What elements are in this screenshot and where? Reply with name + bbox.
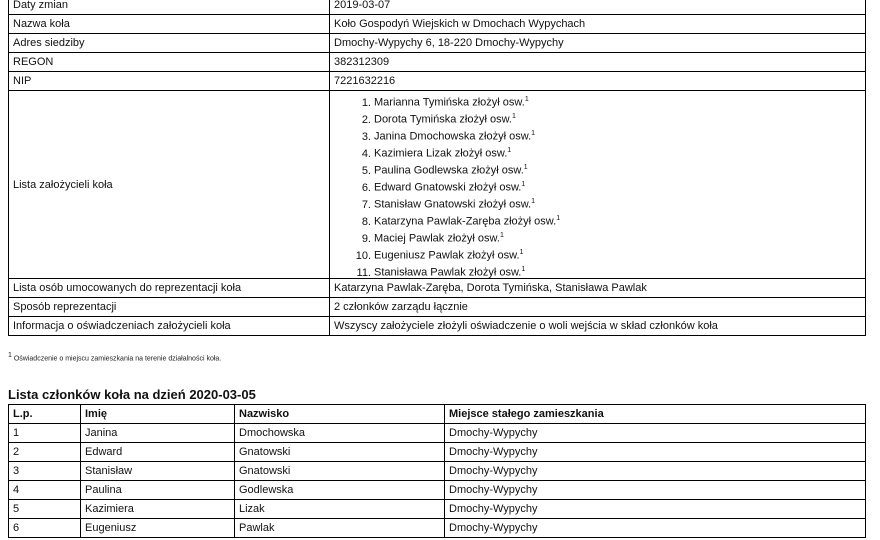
founder-text: Marianna Tymińska złożył osw. [374, 96, 525, 109]
member-lp: 4 [9, 481, 81, 500]
founder-text: Stanisław Gnatowski złożył osw. [374, 198, 532, 211]
footnote-mark: 1 [8, 352, 12, 359]
info-value: Koło Gospodyń Wiejskich w Dmochach Wypychach [330, 15, 866, 34]
founder-item [334, 125, 861, 142]
founder-item [334, 176, 861, 193]
info-value: Katarzyna Pawlak-Zaręba, Dorota Tymińska, Stanisława Pawlak [330, 279, 866, 298]
founder-number: 7. [361, 198, 371, 211]
founder-item [334, 261, 861, 278]
founder-footnote-mark: 1 [523, 164, 528, 171]
info-value: 7221632216 [330, 72, 866, 91]
info-value: Wszyscy założyciele złożyli oświadczenie o woli wejścia w skład członków koła [330, 317, 866, 336]
member-residence: Dmochy-Wypychy [445, 462, 866, 481]
member-last-name: Gnatowski [235, 462, 445, 481]
founder-footnote-mark: 1 [511, 113, 516, 120]
footnote-text: Oświadczenie o miejscu zamieszkania na terenie działalności koła. [11, 355, 222, 363]
member-residence: Dmochy-Wypychy [445, 443, 866, 462]
founder-footnote-mark: 1 [531, 130, 536, 137]
info-row [9, 0, 866, 15]
info-row [9, 72, 866, 91]
member-lp: 2 [9, 443, 81, 462]
founder-footnote-mark: 1 [521, 266, 526, 273]
table-row [9, 424, 866, 443]
founder-text: Kazimiera Lizak złożył osw. [374, 147, 508, 160]
members-column-header: Nazwisko [235, 405, 445, 424]
founder-footnote-mark: 1 [507, 147, 512, 154]
member-last-name: Godlewska [235, 481, 445, 500]
founder-number: 1. [361, 96, 371, 109]
member-lp: 5 [9, 500, 81, 519]
founder-item [334, 91, 861, 108]
member-first-name: Edward [81, 443, 235, 462]
founder-number: 5. [361, 164, 371, 177]
info-label: Daty zmian [9, 0, 330, 15]
info-label: REGON [9, 53, 330, 72]
members-column-header: L.p. [9, 405, 81, 424]
member-first-name: Janina [81, 424, 235, 443]
info-value: Dmochy-Wypychy 6, 18-220 Dmochy-Wypychy [330, 34, 866, 53]
founder-footnote-mark: 1 [521, 181, 526, 188]
founder-number: 9. [361, 232, 371, 245]
members-table [8, 404, 866, 538]
info-row [9, 298, 866, 317]
founder-item [334, 159, 861, 176]
footnote [8, 352, 221, 362]
member-first-name: Stanisław [81, 462, 235, 481]
member-residence: Dmochy-Wypychy [445, 519, 866, 538]
info-label: Sposób reprezentacji [9, 298, 330, 317]
founders-row [9, 91, 866, 279]
members-header-row [9, 405, 866, 424]
founder-text: Katarzyna Pawlak-Zaręba złożył osw. [374, 215, 557, 228]
founders-list [334, 91, 861, 278]
member-residence: Dmochy-Wypychy [445, 424, 866, 443]
founder-number: 3. [361, 130, 371, 143]
member-last-name: Gnatowski [235, 443, 445, 462]
founder-text: Edward Gnatowski złożył osw. [374, 181, 522, 194]
table-row [9, 462, 866, 481]
member-residence: Dmochy-Wypychy [445, 500, 866, 519]
founder-text: Maciej Pawlak złożył osw. [374, 232, 500, 245]
member-first-name: Kazimiera [81, 500, 235, 519]
info-row [9, 53, 866, 72]
table-row [9, 519, 866, 538]
members-column-header: Miejsce stałego zamieszkania [445, 405, 866, 424]
founder-item [334, 227, 861, 244]
founder-text: Janina Dmochowska złożył osw. [374, 130, 532, 143]
founder-number: 10. [355, 249, 371, 262]
founder-item [334, 193, 861, 210]
member-lp: 3 [9, 462, 81, 481]
info-value: 2019-03-07 [330, 0, 866, 15]
table-row [9, 500, 866, 519]
member-first-name: Paulina [81, 481, 235, 500]
info-label: Informacja o oświadczeniach założycieli koła [9, 317, 330, 336]
founder-number: 2. [361, 113, 371, 126]
founder-number: 6. [361, 181, 371, 194]
info-label: Lista osób umocowanych do reprezentacji koła [9, 279, 330, 298]
table-row [9, 481, 866, 500]
founder-number: 11. [356, 266, 371, 279]
info-value: 2 członków zarządu łącznie [330, 298, 866, 317]
member-first-name: Eugeniusz [81, 519, 235, 538]
founder-item [334, 142, 861, 159]
info-label: Nazwa koła [9, 15, 330, 34]
table-row [9, 443, 866, 462]
founder-text: Dorota Tymińska złożył osw. [374, 113, 512, 126]
founder-footnote-mark: 1 [519, 249, 524, 256]
founder-text: Eugeniusz Pawlak złożył osw. [374, 249, 520, 262]
founders-label: Lista założycieli koła [9, 91, 330, 279]
info-row [9, 317, 866, 336]
member-lp: 1 [9, 424, 81, 443]
info-label: NIP [9, 72, 330, 91]
member-lp: 6 [9, 519, 81, 538]
info-row [9, 279, 866, 298]
founder-footnote-mark: 1 [556, 215, 561, 222]
founder-text: Stanisława Pawlak złożył osw. [374, 266, 522, 279]
founder-item [334, 244, 861, 261]
member-last-name: Lizak [235, 500, 445, 519]
members-column-header: Imię [81, 405, 235, 424]
info-row [9, 34, 866, 53]
founder-item [334, 108, 861, 125]
info-label: Adres siedziby [9, 34, 330, 53]
founder-footnote-mark: 1 [531, 198, 536, 205]
members-title: Lista członków koła na dzień 2020-03-05 [8, 387, 256, 402]
founder-item [334, 210, 861, 227]
member-last-name: Dmochowska [235, 424, 445, 443]
organization-info-table [8, 0, 866, 336]
founder-footnote-mark: 1 [499, 232, 504, 239]
founders-cell [330, 91, 866, 279]
founder-footnote-mark: 1 [524, 96, 529, 103]
founder-text: Paulina Godlewska złożył osw. [374, 164, 524, 177]
member-residence: Dmochy-Wypychy [445, 481, 866, 500]
info-row [9, 15, 866, 34]
founder-number: 4. [361, 147, 371, 160]
founder-number: 8. [361, 215, 371, 228]
info-value: 382312309 [330, 53, 866, 72]
member-last-name: Pawlak [235, 519, 445, 538]
